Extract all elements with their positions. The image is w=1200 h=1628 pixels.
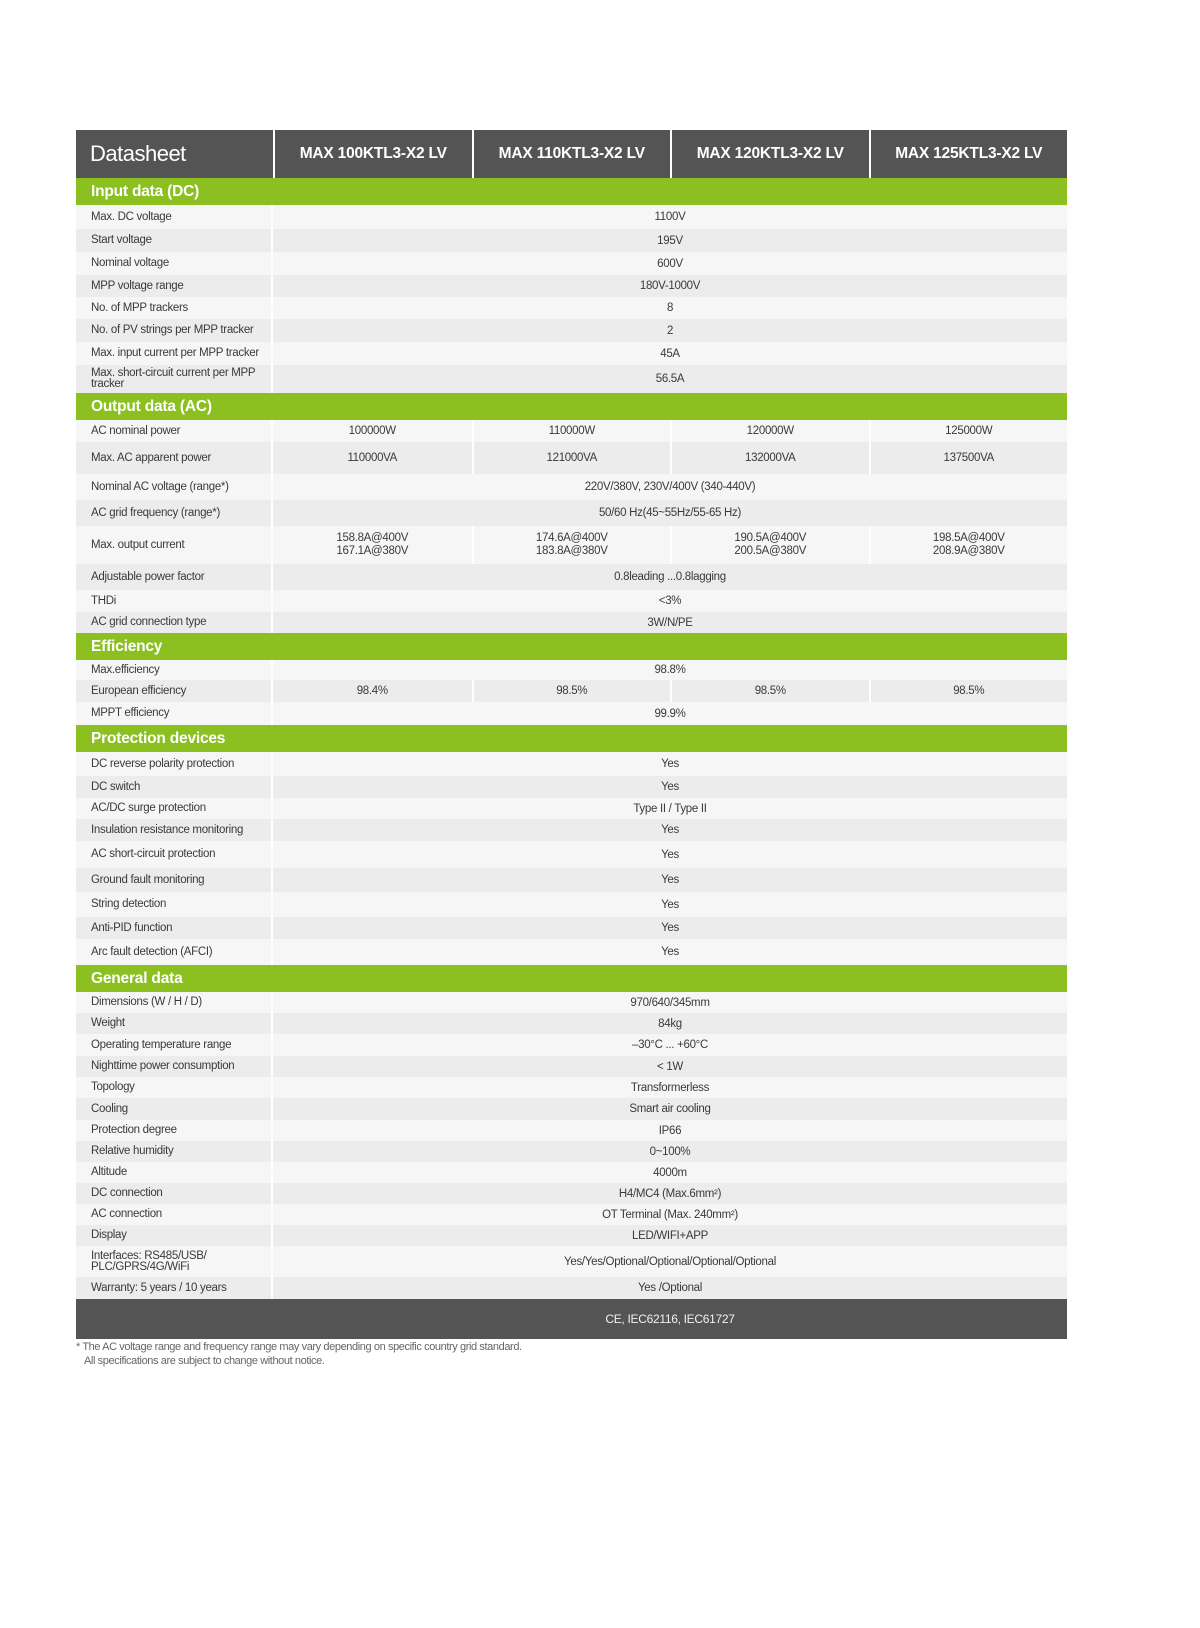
row-value: 99.9%	[273, 702, 1067, 725]
table-row	[76, 819, 1067, 841]
row-value: Yes	[273, 841, 1067, 868]
row-value: Yes	[273, 917, 1067, 939]
row-value: 0~100%	[273, 1141, 1067, 1162]
row-label: Interfaces: RS485/USB/ PLC/GPRS/4G/WiFi	[76, 1246, 273, 1277]
protection-rows	[76, 752, 1067, 965]
row-value: 98.5%	[670, 680, 869, 702]
row-value: Transformerless	[273, 1077, 1067, 1098]
row-value: 137500VA	[869, 442, 1068, 474]
row-value: 180V-1000V	[273, 275, 1067, 297]
row-label: Cooling	[76, 1098, 273, 1120]
row-value: 45A	[273, 342, 1067, 365]
row-label: Dimensions (W / H / D)	[76, 992, 273, 1013]
table-row	[76, 1277, 1067, 1299]
model-header: MAX 120KTL3-X2 LV	[670, 130, 869, 178]
efficiency-rows	[76, 660, 1067, 725]
current-400v: 198.5A@400V	[932, 532, 1005, 544]
row-label: Max. output current	[76, 526, 273, 564]
row-label: AC nominal power	[76, 420, 273, 442]
row-label: Nominal AC voltage (range*)	[76, 474, 273, 500]
row-label: Arc fault detection (AFCI)	[76, 939, 273, 965]
row-label: Max. DC voltage	[76, 205, 273, 229]
certification-bar	[76, 1299, 1067, 1339]
table-row	[76, 992, 1067, 1013]
row-value: 56.5A	[273, 365, 1067, 393]
row-label: European efficiency	[76, 680, 273, 702]
row-label: No. of PV strings per MPP tracker	[76, 319, 273, 342]
output-data-rows	[76, 420, 1067, 633]
row-value: Smart air cooling	[273, 1098, 1067, 1120]
table-row	[76, 892, 1067, 917]
table-row	[76, 319, 1067, 342]
row-value: Yes	[273, 776, 1067, 798]
row-label: DC connection	[76, 1183, 273, 1204]
row-label: Operating temperature range	[76, 1034, 273, 1056]
row-value	[273, 526, 472, 564]
table-row	[76, 205, 1067, 229]
row-value: 100000W	[273, 420, 472, 442]
row-value: 98.5%	[472, 680, 671, 702]
row-value: 110000VA	[273, 442, 472, 474]
row-value: Yes /Optional	[273, 1277, 1067, 1299]
row-label: AC/DC surge protection	[76, 798, 273, 819]
table-row	[76, 365, 1067, 393]
table-row	[76, 252, 1067, 275]
row-value: OT Terminal (Max. 240mm²)	[273, 1204, 1067, 1225]
row-value: 98.5%	[869, 680, 1068, 702]
table-row	[76, 1077, 1067, 1098]
table-row	[76, 590, 1067, 612]
table-row	[76, 680, 1067, 702]
row-value: LED/WIFI+APP	[273, 1225, 1067, 1246]
row-value	[670, 526, 869, 564]
table-row	[76, 229, 1067, 252]
row-label: Display	[76, 1225, 273, 1246]
table-row	[76, 275, 1067, 297]
table-row	[76, 526, 1067, 564]
row-value	[472, 526, 671, 564]
row-label: THDi	[76, 590, 273, 612]
row-label: Nominal voltage	[76, 252, 273, 275]
table-row	[76, 917, 1067, 939]
table-row	[76, 474, 1067, 500]
row-label: AC grid connection type	[76, 612, 273, 633]
row-label: DC switch	[76, 776, 273, 798]
row-label: Protection degree	[76, 1120, 273, 1141]
table-row	[76, 500, 1067, 526]
table-row	[76, 420, 1067, 442]
section-general-data: General data	[76, 965, 1067, 992]
row-label: Insulation resistance monitoring	[76, 819, 273, 841]
certification-label-blank	[76, 1299, 273, 1339]
row-value	[869, 526, 1068, 564]
table-row	[76, 660, 1067, 680]
row-label: MPP voltage range	[76, 275, 273, 297]
table-row	[76, 612, 1067, 633]
row-label: Ground fault monitoring	[76, 868, 273, 892]
footnote-line-2: All specifications are subject to change without notice.	[84, 1355, 325, 1367]
section-input-data: Input data (DC)	[76, 178, 1067, 205]
current-380v: 200.5A@380V	[734, 545, 807, 557]
row-label: No. of MPP trackers	[76, 297, 273, 319]
current-380v: 167.1A@380V	[336, 545, 409, 557]
row-value: 132000VA	[670, 442, 869, 474]
row-value: Yes	[273, 819, 1067, 841]
row-label: Weight	[76, 1013, 273, 1034]
current-380v: 208.9A@380V	[932, 545, 1005, 557]
row-value: Yes	[273, 892, 1067, 917]
current-380v: 183.8A@380V	[535, 545, 608, 557]
row-value: < 1W	[273, 1056, 1067, 1077]
row-value: 220V/380V, 230V/400V (340-440V)	[273, 474, 1067, 500]
row-value: 600V	[273, 252, 1067, 275]
certification-value: CE, IEC62116, IEC61727	[605, 1312, 735, 1326]
row-label: MPPT efficiency	[76, 702, 273, 725]
table-row	[76, 1056, 1067, 1077]
row-label: Anti-PID function	[76, 917, 273, 939]
table-row	[76, 442, 1067, 474]
footnote-line-1: * The AC voltage range and frequency range may vary depending on specific country grid standard.	[76, 1341, 522, 1353]
table-row	[76, 1141, 1067, 1162]
model-header: MAX 110KTL3-X2 LV	[472, 130, 671, 178]
row-label: Altitude	[76, 1162, 273, 1183]
row-value: 2	[273, 319, 1067, 342]
current-400v: 158.8A@400V	[336, 532, 409, 544]
row-label: Max.efficiency	[76, 660, 273, 680]
row-label: AC grid frequency (range*)	[76, 500, 273, 526]
section-output-data: Output data (AC)	[76, 393, 1067, 420]
row-label: AC short-circuit protection	[76, 841, 273, 868]
row-label: AC connection	[76, 1204, 273, 1225]
table-header	[76, 130, 1067, 178]
row-value: 970/640/345mm	[273, 992, 1067, 1013]
table-row	[76, 1204, 1067, 1225]
table-row	[76, 342, 1067, 365]
row-value: 50/60 Hz(45~55Hz/55-65 Hz)	[273, 500, 1067, 526]
table-row	[76, 798, 1067, 819]
row-label: Adjustable power factor	[76, 564, 273, 590]
table-row	[76, 702, 1067, 725]
row-value: Yes/Yes/Optional/Optional/Optional/Optional	[273, 1246, 1067, 1277]
row-value: 4000m	[273, 1162, 1067, 1183]
current-400v: 190.5A@400V	[734, 532, 807, 544]
row-value: 121000VA	[472, 442, 671, 474]
datasheet-table	[76, 130, 1067, 1339]
row-value: 98.4%	[273, 680, 472, 702]
row-value: 0.8leading ...0.8lagging	[273, 564, 1067, 590]
table-row	[76, 1034, 1067, 1056]
datasheet-title: Datasheet	[90, 141, 186, 166]
row-value: <3%	[273, 590, 1067, 612]
general-rows	[76, 992, 1067, 1299]
row-value: 125000W	[869, 420, 1068, 442]
row-value: 84kg	[273, 1013, 1067, 1034]
table-row	[76, 297, 1067, 319]
table-row	[76, 1013, 1067, 1034]
row-value: IP66	[273, 1120, 1067, 1141]
table-row	[76, 1246, 1067, 1277]
row-value: 195V	[273, 229, 1067, 252]
row-value: H4/MC4 (Max.6mm²)	[273, 1183, 1067, 1204]
footnote	[76, 1340, 522, 1368]
table-row	[76, 939, 1067, 965]
input-data-rows	[76, 205, 1067, 393]
model-header: MAX 100KTL3-X2 LV	[273, 130, 472, 178]
row-value: 98.8%	[273, 660, 1067, 680]
row-value: 3W/N/PE	[273, 612, 1067, 633]
row-label: Max. short-circuit current per MPP tracker	[76, 365, 273, 393]
table-row	[76, 1162, 1067, 1183]
row-label: Nighttime power consumption	[76, 1056, 273, 1077]
section-protection-devices: Protection devices	[76, 725, 1067, 752]
row-value: Yes	[273, 752, 1067, 776]
row-label: Max. input current per MPP tracker	[76, 342, 273, 365]
row-value: 8	[273, 297, 1067, 319]
row-value: Yes	[273, 868, 1067, 892]
table-row	[76, 776, 1067, 798]
row-label: Max. AC apparent power	[76, 442, 273, 474]
row-value: 1100V	[273, 205, 1067, 229]
row-label: Topology	[76, 1077, 273, 1098]
row-value: Type II / Type II	[273, 798, 1067, 819]
row-label: Relative humidity	[76, 1141, 273, 1162]
current-400v: 174.6A@400V	[535, 532, 608, 544]
row-value: 110000W	[472, 420, 671, 442]
model-header: MAX 125KTL3-X2 LV	[869, 130, 1068, 178]
row-label: Start voltage	[76, 229, 273, 252]
table-row	[76, 564, 1067, 590]
table-row	[76, 1120, 1067, 1141]
row-label: DC reverse polarity protection	[76, 752, 273, 776]
row-value: 120000W	[670, 420, 869, 442]
row-label: Warranty: 5 years / 10 years	[76, 1277, 273, 1299]
row-label: String detection	[76, 892, 273, 917]
table-row	[76, 868, 1067, 892]
table-row	[76, 841, 1067, 868]
section-efficiency: Efficiency	[76, 633, 1067, 660]
table-row	[76, 752, 1067, 776]
row-value: –30°C ... +60°C	[273, 1034, 1067, 1056]
table-row	[76, 1183, 1067, 1204]
table-row	[76, 1098, 1067, 1120]
row-value: Yes	[273, 939, 1067, 965]
table-row	[76, 1225, 1067, 1246]
